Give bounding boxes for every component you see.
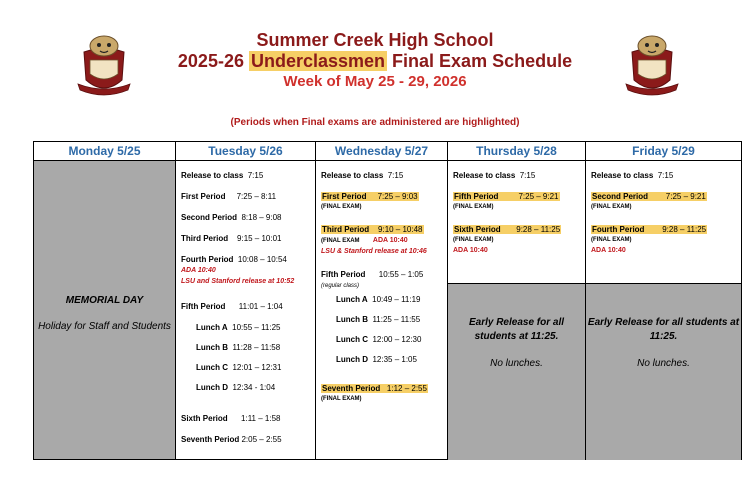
week-range: Week of May 25 - 29, 2026 [283, 73, 467, 90]
period-row: Third Period 9:15 – 10:01 [181, 234, 282, 243]
exam-title [0, 50, 750, 72]
no-lunches-text: No lunches. [637, 358, 690, 369]
regular-class-tag: (regular class) [321, 283, 360, 289]
schedule-row [34, 161, 742, 460]
period-row: Fifth Period 11:01 – 1:04 [181, 302, 283, 311]
tuesday-cell [176, 161, 316, 460]
highlight-note: (Periods when Final exams are administered are highlighted) [230, 117, 520, 128]
lunch-row: Lunch B 11:25 – 11:55 [336, 315, 421, 324]
lunch-row: Lunch C 12:01 – 12:31 [196, 363, 282, 372]
school-name: Summer Creek High School [256, 30, 494, 50]
early-release-text: Early Release for all students at 11:25. [587, 317, 740, 342]
final-exam-tag: (FINAL EXAM ADA 10:40 [321, 237, 408, 244]
day-header-row [34, 142, 742, 161]
final-exam-tag: (FINAL EXAM) [321, 204, 362, 210]
release-row: Release to class 7:15 [321, 171, 404, 180]
early-release-box [586, 283, 741, 460]
period-row: Fifth Period 10:55 – 1:05 [321, 270, 424, 279]
period-row: Third Period 9:10 – 10:48 [322, 225, 423, 234]
final-exam-tag: (FINAL EXAM) [321, 396, 362, 402]
release-row: Release to class 7:15 [591, 171, 674, 180]
day-header: Wednesday 5/27 [316, 142, 448, 161]
schedule-table [33, 141, 742, 460]
lunch-row: Lunch B 11:28 – 11:58 [196, 343, 281, 352]
period-row: Second Period 7:25 – 9:21 [592, 192, 706, 201]
lunch-row: Lunch A 10:55 – 11:25 [196, 323, 281, 332]
period-row: Seventh Period 1:12 – 2:55 [322, 384, 427, 393]
ada-time: ADA 10:40 [181, 267, 216, 274]
release-note: LSU and Stanford release at 10:52 [181, 278, 295, 285]
title-highlight: Underclassmen [250, 51, 386, 71]
friday-cell [586, 161, 742, 460]
final-exam-tag: (FINAL EXAM) [453, 204, 494, 210]
period-row: Fourth Period 9:28 – 11:25 [592, 225, 707, 234]
no-lunches-text: No lunches. [490, 358, 543, 369]
holiday-title: MEMORIAL DAY [65, 294, 144, 306]
final-exam-tag: (FINAL EXAM) [453, 237, 494, 243]
monday-cell [34, 161, 176, 460]
period-row: First Period 7:25 – 8:11 [181, 192, 277, 201]
release-row: Release to class 7:15 [453, 171, 536, 180]
period-row: Second Period 8:18 – 9:08 [181, 213, 282, 222]
lunch-row: Lunch D 12:35 – 1:05 [336, 355, 417, 364]
ada-time: ADA 10:40 [591, 247, 626, 254]
final-exam-tag: (FINAL EXAM) [591, 204, 632, 210]
day-header: Friday 5/29 [586, 142, 742, 161]
early-release-text: Early Release for all students at 11:25. [468, 317, 565, 342]
wednesday-cell [316, 161, 448, 460]
thursday-cell [448, 161, 586, 460]
final-exam-tag: (FINAL EXAM) [591, 237, 632, 243]
period-row: Seventh Period 2:05 – 2:55 [181, 435, 282, 444]
period-row: Fourth Period 10:08 – 10:54 [181, 255, 287, 264]
release-row: Release to class 7:15 [181, 171, 264, 180]
period-row: Sixth Period 1:11 – 1:58 [181, 414, 281, 423]
ada-time: ADA 10:40 [453, 247, 488, 254]
lunch-row: Lunch A 10:49 – 11:19 [336, 295, 421, 304]
title-suffix: Final Exam Schedule [387, 51, 573, 71]
title-prefix: 2025-26 [177, 51, 249, 71]
lunch-row: Lunch D 12:34 - 1:04 [196, 383, 276, 392]
day-header: Monday 5/25 [34, 142, 176, 161]
period-row: First Period 7:25 – 9:03 [322, 192, 418, 201]
early-release-box [448, 283, 585, 460]
title-block [0, 30, 750, 92]
day-header: Tuesday 5/26 [176, 142, 316, 161]
release-note: LSU & Stanford release at 10:46 [321, 248, 427, 255]
period-row: Sixth Period 9:28 – 11:25 [454, 225, 561, 234]
period-row: Fifth Period 7:25 – 9:21 [454, 192, 559, 201]
day-header: Thursday 5/28 [448, 142, 586, 161]
holiday-subtitle: Holiday for Staff and Students [38, 320, 171, 332]
lunch-row: Lunch C 12:00 – 12:30 [336, 335, 422, 344]
